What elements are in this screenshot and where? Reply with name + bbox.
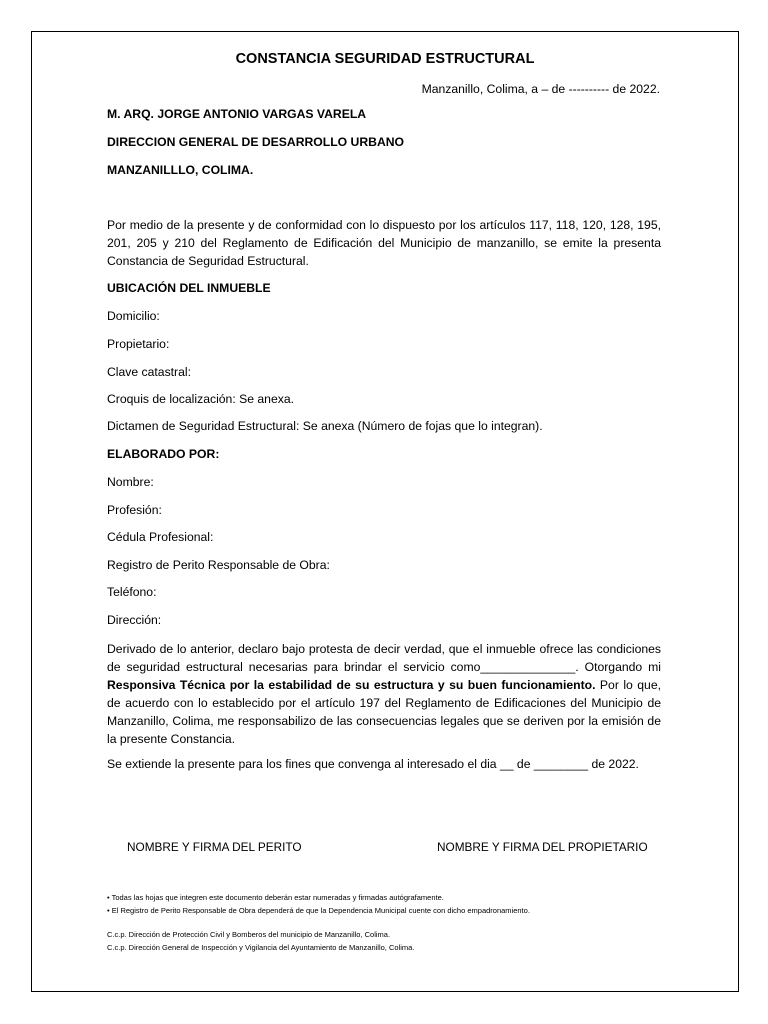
field-nombre: Nombre: xyxy=(107,475,154,489)
declaration-paragraph xyxy=(107,640,661,748)
field-profesion: Profesión: xyxy=(107,503,162,517)
copy-note-1: C.c.p. Dirección de Protección Civil y Bomberos del municipio de Manzanillo, Colima. xyxy=(107,930,391,939)
addressee-city: MANZANILLLO, COLIMA. xyxy=(107,163,254,177)
addressee-department: DIRECCION GENERAL DE DESARROLLO URBANO xyxy=(107,135,405,149)
signature-propietario: NOMBRE Y FIRMA DEL PROPIETARIO xyxy=(437,840,648,854)
property-section-heading: UBICACIÓN DEL INMUEBLE xyxy=(107,281,271,295)
field-registro-perito: Registro de Perito Responsable de Obra: xyxy=(107,558,330,572)
field-clave-catastral: Clave catastral: xyxy=(107,365,191,379)
addressee-name: M. ARQ. JORGE ANTONIO VARGAS VARELA xyxy=(107,107,367,121)
document-page xyxy=(31,31,739,992)
field-cedula: Cédula Profesional: xyxy=(107,530,214,544)
copy-note-2: C.c.p. Dirección General de Inspección y Vigilancia del Ayuntamiento de Manzanillo, Colima. xyxy=(107,943,415,952)
footnote-1: • Todas las hojas que integren este documento deberán estar numeradas y firmadas autógrafamente. xyxy=(107,893,444,902)
declaration-text-3: Por lo que, de acuerdo con lo establecido por el artículo 197 del Reglamento de Edificaciones del Municipio de Manzanillo, Colima, me responsabilizo de las consecuencias legales que se deriven por la emisión de la presente Constancia. xyxy=(107,678,661,746)
document-title: CONSTANCIA SEGURIDAD ESTRUCTURAL xyxy=(235,51,535,67)
field-propietario: Propietario: xyxy=(107,337,170,351)
author-section-heading: ELABORADO POR: xyxy=(107,447,220,461)
field-telefono: Teléfono: xyxy=(107,585,157,599)
field-croquis: Croquis de localización: Se anexa. xyxy=(107,392,294,406)
place-and-date: Manzanillo, Colima, a – de ---------- de 2022. xyxy=(421,82,660,96)
closing-line: Se extiende la presente para los fines que convenga al interesado el dia __ de ________ de 2022. xyxy=(107,757,639,771)
declaration-bold-2: por la estabilidad de su estructura y su buen funcionamiento. xyxy=(229,678,596,692)
field-direccion: Dirección: xyxy=(107,613,162,627)
footnote-2: • El Registro de Perito Responsable de Obra dependerá de que la Dependencia Municipal cuente con dicho empadronamiento. xyxy=(107,906,530,915)
declaration-text-1: Derivado de lo anterior, declaro bajo protesta de decir verdad, que el inmueble ofrece las condiciones de seguridad estructural necesarias para brindar el servicio como______________. Otorgando mi xyxy=(107,642,661,674)
signature-perito: NOMBRE Y FIRMA DEL PERITO xyxy=(127,840,302,854)
intro-paragraph: Por medio de la presente y de conformidad con lo dispuesto por los artículos 117, 118, 120, 128, 195, 201, 205 y 210 del Reglamento de Edificación del Municipio de manzanillo, se emite la presenta Constancia de Seguridad Estructural. xyxy=(107,218,661,268)
declaration-bold-1: Responsiva Técnica xyxy=(107,678,226,692)
field-dictamen: Dictamen de Seguridad Estructural: Se anexa (Número de fojas que lo integran). xyxy=(107,419,543,433)
field-domicilio: Domicilio: xyxy=(107,309,160,323)
